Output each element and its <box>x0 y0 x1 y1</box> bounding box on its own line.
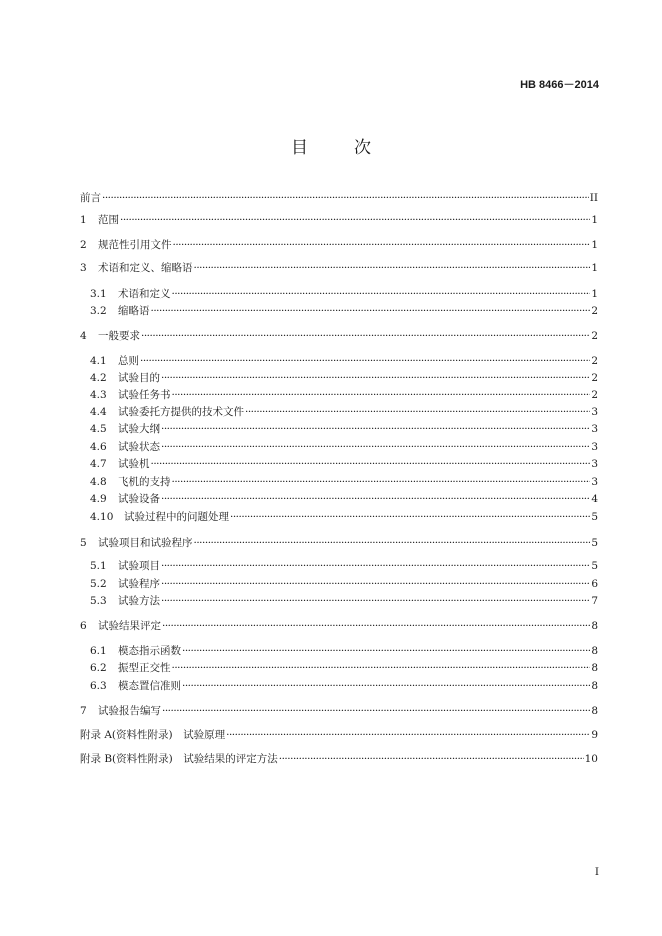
toc-entry-label: 飞机的支持 <box>118 476 171 488</box>
toc-leader-dots <box>230 509 590 525</box>
toc-leader-dots <box>194 535 591 551</box>
toc-entry[interactable] <box>90 491 598 507</box>
toc-entry-label: 范围 <box>98 214 119 226</box>
table-of-contents <box>80 0 598 936</box>
toc-entry-number: 4.10 <box>90 511 114 523</box>
toc-leader-dots <box>161 491 590 507</box>
toc-entry-page: 8 <box>591 705 598 717</box>
toc-leader-dots <box>226 727 590 743</box>
toc-entry-label: 缩略语 <box>118 305 150 317</box>
toc-entry-label: 模态指示函数 <box>118 645 181 657</box>
toc-entry-label: 试验项目和试验程序 <box>98 537 193 549</box>
toc-entry-number: 4.1 <box>90 355 107 367</box>
toc-entry[interactable] <box>80 212 598 228</box>
toc-entry-page: 2 <box>591 305 598 317</box>
toc-entry-page: 9 <box>591 729 598 741</box>
toc-entry-number: 6.2 <box>90 662 107 674</box>
toc-entry[interactable] <box>80 260 598 276</box>
standard-number: HB 8466－2014 <box>520 79 599 91</box>
toc-entry-number: 4.3 <box>90 389 107 401</box>
toc-leader-dots <box>120 212 590 228</box>
toc-leader-dots <box>161 558 590 574</box>
toc-entry-number: 4.8 <box>90 476 107 488</box>
toc-entry-label: 规范性引用文件 <box>98 239 172 251</box>
toc-entry-page: 3 <box>591 406 598 418</box>
toc-entry-label: 附录 B(资料性附录) 试验结果的评定方法 <box>80 753 278 765</box>
toc-leader-dots <box>173 237 591 253</box>
toc-entry-number: 4.6 <box>90 441 107 453</box>
toc-entry[interactable] <box>90 353 598 369</box>
toc-entry-page: 3 <box>591 423 598 435</box>
toc-entry-label: 模态置信准则 <box>118 680 181 692</box>
toc-entry[interactable] <box>90 439 598 455</box>
toc-entry-label: 试验大纲 <box>118 423 160 435</box>
toc-entry-page: 1 <box>591 239 598 251</box>
toc-entry-number: 1 <box>80 214 87 226</box>
toc-entry-page: 6 <box>591 578 598 590</box>
toc-entry[interactable] <box>90 509 598 525</box>
toc-leader-dots <box>182 643 590 659</box>
toc-leader-dots <box>161 576 590 592</box>
toc-entry-number: 5 <box>80 537 87 549</box>
toc-leader-dots <box>172 387 591 403</box>
toc-entry-page: 2 <box>591 372 598 384</box>
toc-entry-page: 3 <box>591 458 598 470</box>
toc-entry-page: 8 <box>591 645 598 657</box>
toc-entry-label: 试验程序 <box>118 578 160 590</box>
toc-entry[interactable] <box>90 387 598 403</box>
toc-entry[interactable] <box>90 421 598 437</box>
toc-entry[interactable] <box>80 237 598 253</box>
toc-entry-number: 6.1 <box>90 645 107 657</box>
toc-entry[interactable] <box>90 593 598 609</box>
toc-entry-number: 4.2 <box>90 372 107 384</box>
toc-entry-page: 2 <box>591 330 598 342</box>
toc-entry-page: 7 <box>591 595 598 607</box>
toc-leader-dots <box>162 618 590 634</box>
title-char-2: 次 <box>354 138 371 158</box>
toc-leader-dots <box>245 404 590 420</box>
toc-leader-dots <box>151 456 591 472</box>
toc-leader-dots <box>140 353 590 369</box>
title-char-1: 目 <box>291 138 308 158</box>
toc-entry-number: 5.2 <box>90 578 107 590</box>
toc-entry-label: 试验报告编写 <box>98 705 161 717</box>
toc-entry-page: 5 <box>591 560 598 572</box>
toc-leader-dots <box>279 751 584 767</box>
toc-entry[interactable] <box>90 474 598 490</box>
toc-entry[interactable] <box>80 618 598 634</box>
toc-entry-label: 试验任务书 <box>118 389 171 401</box>
toc-entry[interactable] <box>80 751 598 767</box>
toc-entry-label: 试验设备 <box>118 493 160 505</box>
toc-entry[interactable] <box>90 576 598 592</box>
footer-page-number: I <box>594 866 599 878</box>
toc-entry-page: 3 <box>591 441 598 453</box>
toc-entry-page: 8 <box>591 662 598 674</box>
toc-entry-label: 试验目的 <box>118 372 160 384</box>
toc-entry-number: 2 <box>80 239 87 251</box>
toc-leader-dots <box>182 678 590 694</box>
toc-entry-label: 试验过程中的问题处理 <box>124 511 229 523</box>
toc-entry-page: 1 <box>591 288 598 300</box>
toc-entry[interactable] <box>80 535 598 551</box>
toc-leader-dots <box>161 593 590 609</box>
toc-entry-label: 试验结果评定 <box>98 620 161 632</box>
toc-entry[interactable] <box>90 404 598 420</box>
toc-entry-label: 试验委托方提供的技术文件 <box>118 406 244 418</box>
toc-entry-number: 4.5 <box>90 423 107 435</box>
toc-entry-label: 试验方法 <box>118 595 160 607</box>
toc-leader-dots <box>141 328 590 344</box>
toc-entry-page: 1 <box>591 262 598 274</box>
toc-entry-number: 4.4 <box>90 406 107 418</box>
toc-entry[interactable] <box>90 303 598 319</box>
toc-entry-label: 试验状态 <box>118 441 160 453</box>
toc-entry-number: 4.7 <box>90 458 107 470</box>
toc-entry-page: II <box>589 192 598 204</box>
toc-entry-label: 一般要求 <box>98 330 140 342</box>
toc-entry[interactable] <box>90 558 598 574</box>
toc-entry-number: 4.9 <box>90 493 107 505</box>
toc-leader-dots <box>172 474 591 490</box>
toc-entry-page: 3 <box>591 476 598 488</box>
toc-entry[interactable] <box>80 703 598 719</box>
toc-entry[interactable] <box>90 286 598 302</box>
toc-leader-dots <box>172 660 591 676</box>
toc-entry-label: 试验机 <box>118 458 150 470</box>
toc-entry-number: 4 <box>80 330 87 342</box>
toc-entry[interactable] <box>90 678 598 694</box>
toc-entry-number: 3.2 <box>90 305 107 317</box>
toc-leader-dots <box>194 260 591 276</box>
toc-entry-page: 8 <box>591 620 598 632</box>
toc-entry-number: 6.3 <box>90 680 107 692</box>
toc-entry-label: 总则 <box>118 355 139 367</box>
toc-leader-dots <box>151 303 591 319</box>
toc-entry[interactable] <box>90 643 598 659</box>
toc-entry[interactable] <box>90 660 598 676</box>
toc-entry-number: 5.1 <box>90 560 107 572</box>
toc-entry-number: 5.3 <box>90 595 107 607</box>
toc-entry-label: 试验项目 <box>118 560 160 572</box>
toc-leader-dots <box>162 703 590 719</box>
toc-entry-page: 5 <box>591 537 598 549</box>
toc-entry[interactable] <box>90 456 598 472</box>
toc-entry-label: 振型正交性 <box>118 662 171 674</box>
toc-entry[interactable] <box>80 190 598 206</box>
toc-leader-dots <box>102 190 589 206</box>
toc-entry-label: 附录 A(资料性附录) 试验原理 <box>80 729 226 741</box>
toc-entry-number: 3 <box>80 262 87 274</box>
toc-entry-page: 5 <box>591 511 598 523</box>
toc-entry-label: 术语和定义 <box>118 288 171 300</box>
toc-entry[interactable] <box>80 727 598 743</box>
toc-entry-page: 4 <box>591 493 598 505</box>
toc-entry-page: 10 <box>584 753 598 765</box>
toc-entry-label: 术语和定义、缩略语 <box>98 262 193 274</box>
toc-entry-page: 2 <box>591 389 598 401</box>
toc-entry-page: 8 <box>591 680 598 692</box>
toc-leader-dots <box>161 370 590 386</box>
toc-entry-number: 3.1 <box>90 288 107 300</box>
toc-leader-dots <box>172 286 591 302</box>
toc-entry-page: 1 <box>591 214 598 226</box>
toc-entry-number: 6 <box>80 620 87 632</box>
toc-entry[interactable] <box>80 328 598 344</box>
toc-entry-page: 2 <box>591 355 598 367</box>
toc-entry-number: 7 <box>80 705 87 717</box>
toc-leader-dots <box>161 421 590 437</box>
toc-entry[interactable] <box>90 370 598 386</box>
toc-entry-label: 前言 <box>80 192 101 204</box>
toc-leader-dots <box>161 439 590 455</box>
